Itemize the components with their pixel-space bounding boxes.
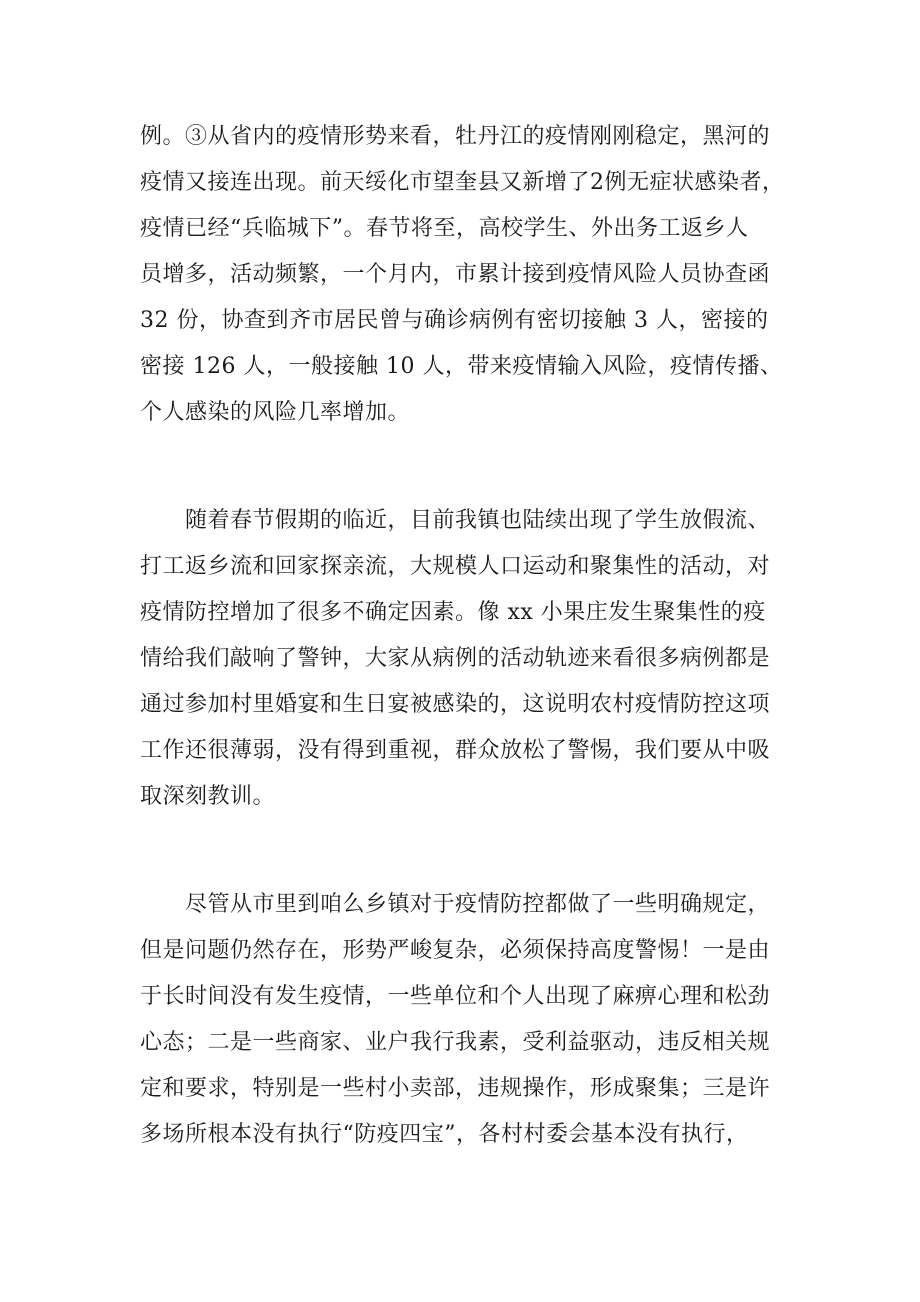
text-line: 定和要求，特别是一些村小卖部，违规操作，形成聚集；三是许 <box>140 1076 771 1101</box>
text-line: 例。③从省内的疫情形势来看，牡丹江的疫情刚刚稳定，黑河的 <box>140 124 771 149</box>
text-line: 于长时间没有发生疫情，一些单位和个人出现了麻痹心理和松劲 <box>140 984 771 1009</box>
text-line: 疫情又接连出现。前天绥化市望奎县又新增了2例无症状感染者， <box>140 170 785 195</box>
text-line: 心态；二是一些商家、业户我行我素，受利益驱动，违反相关规 <box>140 1030 771 1055</box>
paragraph-1 <box>140 114 790 436</box>
text-line: 工作还很薄弱，没有得到重视，群众放松了警惕，我们要从中吸 <box>140 738 771 763</box>
text-line: 多场所根本没有执行“防疫四宝”，各村村委会基本没有执行， <box>140 1122 749 1147</box>
paragraph-3 <box>140 882 790 1158</box>
text-line: 随着春节假期的临近，目前我镇也陆续出现了学生放假流、 <box>140 508 771 533</box>
text-line: 疫情防控增加了很多不确定因素。像 xx 小果庄发生聚集性的疫 <box>140 600 766 625</box>
text-line: 但是问题仍然存在，形势严峻复杂，必须保持高度警惕！一是由 <box>140 938 771 963</box>
text-line: 疫情已经“兵临城下”。春节将至，高校学生、外出务工返乡人 <box>140 216 749 241</box>
text-line: 尽管从市里到咱么乡镇对于疫情防控都做了一些明确规定， <box>140 892 771 917</box>
text-line: 员增多，活动频繁，一个月内，市累计接到疫情风险人员协查函 <box>140 262 771 287</box>
text-line: 密接 126 人，一般接触 10 人，带来疫情输入风险，疫情传播、 <box>140 354 783 379</box>
text-line: 取深刻教训。 <box>140 784 276 809</box>
text-line: 32 份，协查到齐市居民曾与确诊病例有密切接触 3 人，密接的 <box>140 308 769 333</box>
text-line: 个人感染的风险几率增加。 <box>140 400 411 425</box>
text-line: 情给我们敲响了警钟，大家从病例的活动轨迹来看很多病例都是 <box>140 646 771 671</box>
paragraph-2 <box>140 498 790 820</box>
text-line: 打工返乡流和回家探亲流，大规模人口运动和聚集性的活动，对 <box>140 554 771 579</box>
text-line: 通过参加村里婚宴和生日宴被感染的，这说明农村疫情防控这项 <box>140 692 771 717</box>
